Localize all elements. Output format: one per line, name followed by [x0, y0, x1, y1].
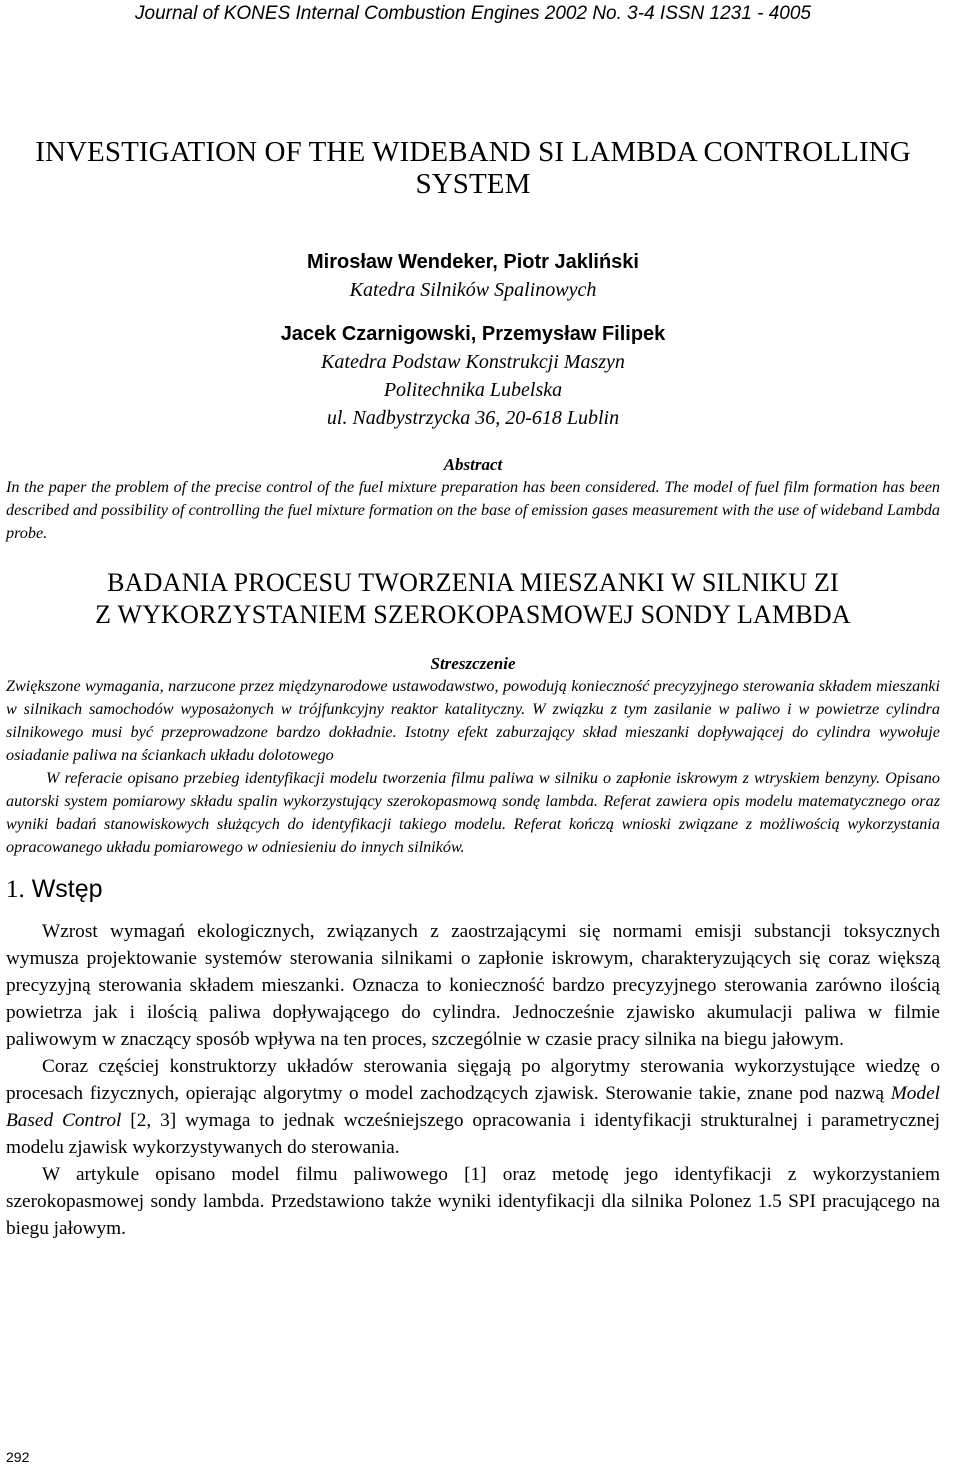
section-number: 1. — [6, 876, 25, 903]
intro-paragraph-2 — [6, 1053, 940, 1161]
intro-paragraph-2-end: [2, 3] wymaga to jednak wcześniejszego opracowania i identyfikacji strukturalnej i parametrycznej modelu zjawisk wykorzystywanych do sterowania. — [6, 1110, 940, 1158]
streszczenie-paragraph-1: Zwiększone wymagania, narzucone przez międzynarodowe ustawodawstwo, powodują konieczność precyzyjnego sterowania składem mieszanki w silnikach samochodów wyposażonych w trójfunkcyjny reaktor katalityczny. W związku z tym zasilanie w paliwo i w powietrze cylindra silnikowego musi być przeprowadzone bardzo dokładnie. Istotny efekt zaburzający skład mieszanki dopływającej do cylindra wywołuje osiadanie paliwa na ściankach układu dolotowego — [6, 677, 940, 764]
intro-paragraph-3: W artykule opisano model filmu paliwowego [1] oraz metodę jego identyfikacji z wykorzystaniem szerokopasmowej sondy lambda. Przedstawiono także wyniki identyfikacji dla silnika Polonez 1.5 SPI pracującego na biegu jałowym. — [6, 1164, 940, 1239]
streszczenie-paragraph-2: W referacie opisano przebieg identyfikacji modelu tworzenia filmu paliwa w silniku o zapłonie iskrowym z wtryskiem benzyny. Opisano autorski system pomiarowy składu spalin wykorzystujący szerokopasmową sondę lambda. Referat zawiera opis modelu matematycznego oraz wyniki badań stanowiskowych służących do identyfikacji takiego modelu. Referat kończą wnioski związane z możliwością wykorzystania opracowanego układu pomiarowego w odniesieniu do innych silników. — [6, 769, 940, 856]
affiliation-1: Katedra Silników Spalinowych — [349, 279, 597, 301]
streszczenie-heading: Streszczenie — [430, 654, 516, 673]
authors-group-1: Mirosław Wendeker, Piotr Jakliński — [307, 251, 639, 273]
page-number: 292 — [6, 1449, 30, 1465]
authors-group-2: Jacek Czarnigowski, Przemysław Filipek — [280, 323, 666, 345]
paper-title-line-2: SYSTEM — [415, 168, 531, 200]
polish-title-line-1: BADANIA PROCESU TWORZENIA MIESZANKI W SILNIKU ZI — [107, 568, 839, 597]
address: ul. Nadbystrzycka 36, 20-618 Lublin — [326, 407, 620, 429]
polish-title-line-2: Z WYKORZYSTANIEM SZEROKOPASMOWEJ SONDY LAMBDA — [95, 600, 851, 629]
intro-paragraph-1: Wzrost wymagań ekologicznych, związanych z zaostrzającymi się normami emisji substancji toksycznych wymusza projektowanie systemów sterowania silnikami o zapłonie iskrowym, charakteryzujących się coraz większą precyzyjną sterowania składem mieszanki. Oznacza to konieczność bardzo precyzyjnego sterowania zarówno ilością powietrza jak i ilością paliwa dopływającego do cylindra. Jednocześnie zjawisko akumulacji paliwa w filmie paliwowym w znaczący sposób wpływa na ten proces, szczególnie w czasie pracy silnika na biegu jałowym. — [6, 921, 940, 1050]
model-based-control-term: Model Based Control — [6, 1083, 940, 1131]
paper-title — [6, 136, 940, 200]
affiliation-2: Katedra Podstaw Konstrukcji Maszyn — [321, 351, 625, 373]
abstract-text: In the paper the problem of the precise control of the fuel mixture preparation has been considered. The model of fuel film formation has been described and possibility of controlling the fuel mixture formation on the base of emission gases measurement with the use of wideband Lambda probe. — [6, 478, 940, 542]
abstract-heading: Abstract — [443, 455, 503, 474]
intro-paragraph-2-start: Coraz częściej konstruktorzy układów sterowania sięgają po algorytmy sterowania wykorzystujące wiedzę o procesach fizycznych, opierając algorytmy o model zachodzących zjawisk. Sterowanie takie, znane pod nazwą — [6, 1056, 940, 1104]
paper-page — [6, 0, 940, 1242]
paper-title-line-1: INVESTIGATION OF THE WIDEBAND SI LAMBDA CONTROLLING — [35, 136, 911, 168]
polish-title — [6, 567, 940, 631]
section-heading — [6, 873, 940, 906]
section-title: Wstęp — [31, 875, 103, 903]
university: Politechnika Lubelska — [383, 379, 563, 401]
journal-header: Journal of KONES Internal Combustion Engines 2002 No. 3-4 ISSN 1231 - 4005 — [135, 3, 811, 24]
